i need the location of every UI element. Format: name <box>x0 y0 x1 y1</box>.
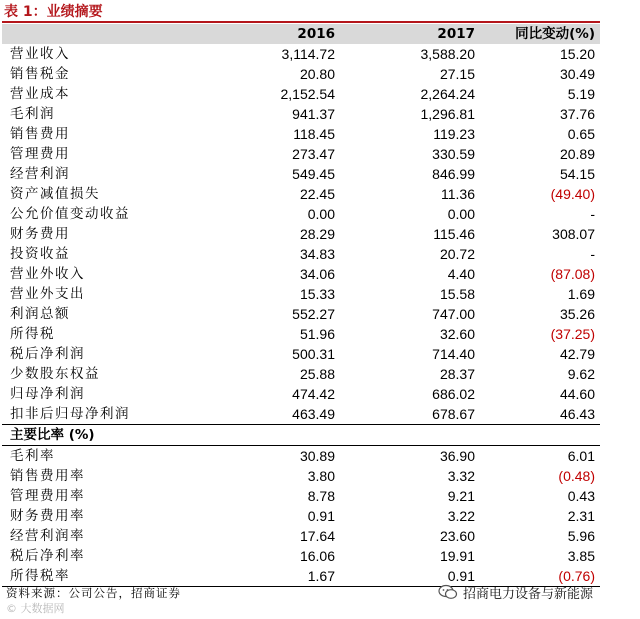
value-yoy: 15.20 <box>559 46 595 62</box>
value-2016: 28.29 <box>299 226 335 242</box>
row-label: 财务费用率 <box>10 508 85 524</box>
row-label: 公允价值变动收益 <box>10 206 130 222</box>
row-label: 销售税金 <box>10 66 70 82</box>
table-title: 表 1：业绩摘要 <box>4 4 103 20</box>
value-yoy: 2.31 <box>567 508 595 524</box>
value-2016: 474.42 <box>292 386 335 402</box>
value-2016: 30.89 <box>299 448 335 464</box>
row-label: 税后净利润 <box>10 346 85 362</box>
value-yoy: - <box>590 246 595 262</box>
value-2016: 0.91 <box>307 508 335 524</box>
table-row <box>2 506 600 526</box>
table-row <box>2 104 600 124</box>
value-yoy: (0.76) <box>480 566 600 587</box>
value-2016: 549.45 <box>292 166 335 182</box>
value-2016: 463.49 <box>292 406 335 422</box>
table-row <box>2 384 600 404</box>
row-label: 营业外支出 <box>10 286 85 302</box>
row-label: 税后净利率 <box>10 548 85 564</box>
value-yoy: 308.07 <box>552 226 595 242</box>
value-2016: 17.64 <box>299 528 335 544</box>
value-2017: 0.00 <box>447 206 475 222</box>
row-label: 销售费用 <box>10 126 70 142</box>
table-row <box>2 364 600 384</box>
table-row <box>2 324 600 344</box>
value-yoy: 54.15 <box>559 166 595 182</box>
wechat-icon <box>438 584 458 600</box>
value-2016: 2,152.54 <box>280 86 335 102</box>
table-row <box>2 164 600 184</box>
row-label: 毛利率 <box>10 448 55 464</box>
value-2017: 27.15 <box>439 66 475 82</box>
column-header-2017: 2017 <box>340 24 480 44</box>
value-2016: 51.96 <box>299 326 335 342</box>
value-yoy: 30.49 <box>559 66 595 82</box>
value-yoy: 46.43 <box>559 406 595 422</box>
value-2017: 23.60 <box>439 528 475 544</box>
value-2017: 686.02 <box>432 386 475 402</box>
value-2017: 115.46 <box>433 226 475 242</box>
value-yoy: (49.40) <box>550 186 595 202</box>
row-label: 营业外收入 <box>10 266 85 282</box>
income-rows <box>2 44 600 425</box>
value-yoy: - <box>590 206 595 222</box>
value-2016: 3,114.72 <box>281 46 335 62</box>
row-label: 财务费用 <box>10 226 70 242</box>
table-row <box>2 284 600 304</box>
row-label: 经营利润率 <box>10 528 85 544</box>
value-2017: 3.32 <box>447 468 475 484</box>
value-yoy: 5.19 <box>567 86 595 102</box>
value-2016: 16.06 <box>299 548 335 564</box>
row-label: 毛利润 <box>10 106 55 122</box>
table-row <box>2 184 600 204</box>
value-2016: 0.00 <box>307 206 335 222</box>
value-yoy: (87.08) <box>550 266 595 282</box>
watermark: © 大数据网 <box>6 602 65 615</box>
value-2017: 1,296.81 <box>420 106 475 122</box>
value-2016: 1.67 <box>198 566 340 587</box>
row-label: 利润总额 <box>10 306 70 322</box>
value-2017: 9.21 <box>447 488 475 504</box>
value-yoy: (0.48) <box>558 468 595 484</box>
value-yoy: 35.26 <box>559 306 595 322</box>
value-yoy: 6.01 <box>567 448 595 464</box>
row-label: 归母净利润 <box>10 386 85 402</box>
value-2016: 552.27 <box>292 306 335 322</box>
value-2016: 34.83 <box>299 246 335 262</box>
value-yoy: 1.69 <box>567 286 595 302</box>
value-yoy: 3.85 <box>567 548 595 564</box>
table-row <box>2 404 600 425</box>
table-header-row <box>2 24 600 44</box>
value-2017: 11.36 <box>441 186 475 202</box>
value-2017: 714.40 <box>432 346 475 362</box>
table-row <box>2 466 600 486</box>
table-row <box>2 64 600 84</box>
value-yoy: 0.65 <box>567 126 595 142</box>
table-row <box>2 304 600 324</box>
brand-name: 招商电力设备与新能源 <box>463 586 594 602</box>
value-2017: 119.23 <box>433 126 475 142</box>
value-2016: 3.80 <box>307 468 335 484</box>
table-row <box>2 244 600 264</box>
value-2017: 15.58 <box>439 286 475 302</box>
value-2017: 747.00 <box>432 306 475 322</box>
value-2017: 3,588.20 <box>420 46 475 62</box>
table-row <box>2 124 600 144</box>
value-2017: 2,264.24 <box>420 86 475 102</box>
ratio-rows <box>2 446 600 587</box>
row-label: 经营利润 <box>10 166 70 182</box>
value-2016: 941.37 <box>292 106 335 122</box>
brand-tag <box>438 582 593 602</box>
value-yoy: 20.89 <box>559 146 595 162</box>
value-2017: 4.40 <box>447 266 475 282</box>
value-yoy: 9.62 <box>567 366 595 382</box>
table-row <box>2 486 600 506</box>
table-row <box>2 344 600 364</box>
row-label: 所得税率 <box>2 566 198 587</box>
column-header-2016: 2016 <box>198 24 340 44</box>
table-row <box>2 446 600 467</box>
value-2016: 25.88 <box>299 366 335 382</box>
table-row <box>2 546 600 566</box>
column-header-yoy: 同比变动(%) <box>480 24 600 44</box>
ratios-section <box>2 425 600 446</box>
row-label: 管理费用率 <box>10 488 85 504</box>
value-2016: 273.47 <box>292 146 335 162</box>
table-row <box>2 144 600 164</box>
value-2017: 0.91 <box>340 566 480 587</box>
value-2017: 36.90 <box>439 448 475 464</box>
value-yoy: 42.79 <box>559 346 595 362</box>
row-label: 营业成本 <box>10 86 70 102</box>
table-row <box>2 84 600 104</box>
value-2016: 20.80 <box>299 66 335 82</box>
row-label: 资产减值损失 <box>10 186 100 202</box>
value-yoy: 37.76 <box>559 106 595 122</box>
table-row <box>2 44 600 64</box>
row-label: 少数股东权益 <box>10 366 100 382</box>
value-2017: 28.37 <box>439 366 475 382</box>
value-2017: 19.91 <box>439 548 475 564</box>
value-yoy: 5.96 <box>567 528 595 544</box>
row-label: 所得税 <box>10 326 55 342</box>
column-header-label <box>2 24 198 44</box>
value-2017: 32.60 <box>439 326 475 342</box>
row-label: 投资收益 <box>10 246 70 262</box>
value-2017: 846.99 <box>432 166 475 182</box>
value-2016: 500.31 <box>292 346 335 362</box>
value-2016: 118.45 <box>293 126 335 142</box>
row-label: 营业收入 <box>10 46 70 62</box>
value-2017: 3.22 <box>447 508 475 524</box>
value-2017: 678.67 <box>432 406 475 422</box>
table-row <box>2 224 600 244</box>
row-label: 管理费用 <box>10 146 70 162</box>
value-2016: 22.45 <box>299 186 335 202</box>
value-2016: 34.06 <box>299 266 335 282</box>
value-yoy: 0.43 <box>567 488 595 504</box>
source-note: 资料来源：公司公告，招商证券 <box>6 586 181 600</box>
value-2017: 330.59 <box>432 146 475 162</box>
value-yoy: 44.60 <box>559 386 595 402</box>
value-2016: 8.78 <box>307 488 335 504</box>
row-label: 销售费用率 <box>10 468 85 484</box>
value-2016: 15.33 <box>299 286 335 302</box>
row-label: 扣非后归母净利润 <box>10 406 130 422</box>
value-yoy: (37.25) <box>550 326 595 342</box>
financial-summary-table <box>2 24 600 587</box>
value-2017: 20.72 <box>439 246 475 262</box>
title-rule <box>2 21 600 23</box>
table-row <box>2 264 600 284</box>
ratios-section-header <box>2 425 600 446</box>
table-row <box>2 526 600 546</box>
table-row <box>2 204 600 224</box>
ratios-section-title: 主要比率 (%) <box>2 425 600 446</box>
